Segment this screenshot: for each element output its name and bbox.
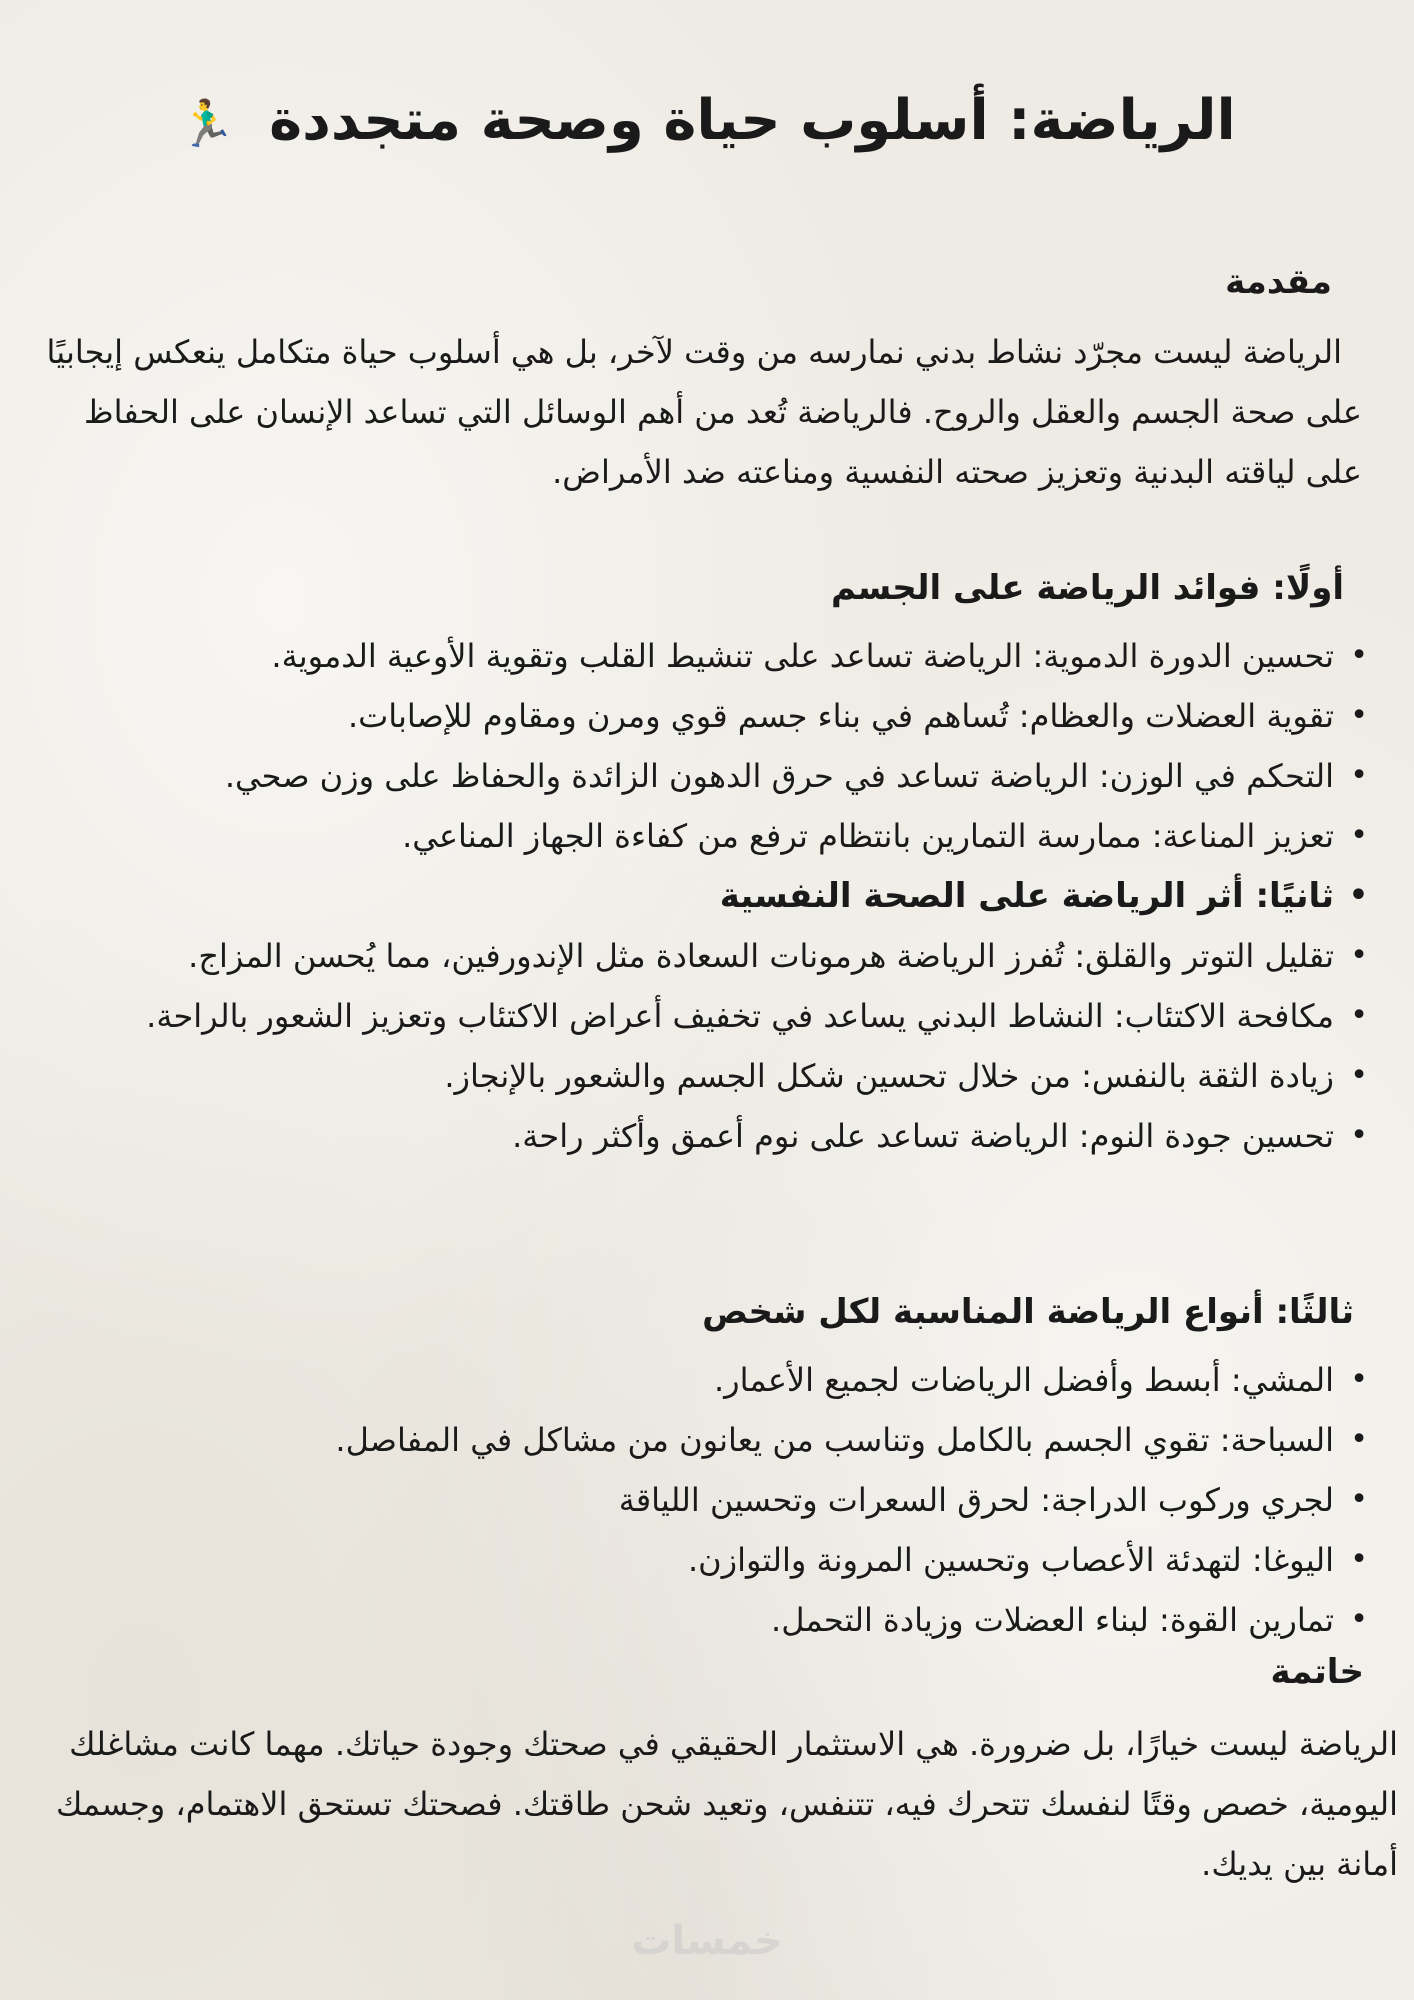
intro-heading: مقدمة: [1225, 262, 1332, 302]
conclusion-paragraph: الرياضة ليست خيارًا، بل ضرورة. هي الاستثمار الحقيقي في صحتك وجودة حياتك. مهما كانت مشاغلك اليومية، خصص وقتًا لنفسك تتحرك فيه، تتنفس، وتعيد شحن طاقتك. فصحتك تستحق الاهتمام، وجسمك أمانة بين يديك.: [55, 1725, 1398, 1883]
list-item: • تحسين الدورة الدموية: الرياضة تساعد على تنشيط القلب وتقوية الأوعية الدموية.: [34, 626, 1374, 686]
list-item: • تعزيز المناعة: ممارسة التمارين بانتظام ترفع من كفاءة الجهاز المناعي.: [34, 806, 1374, 866]
conclusion-heading: خاتمة: [1270, 1652, 1364, 1692]
section2-heading: • ثانيًا: أثر الرياضة على الصحة النفسية: [34, 866, 1374, 926]
list-item: • مكافحة الاكتئاب: النشاط البدني يساعد في تخفيف أعراض الاكتئاب وتعزيز الشعور بالراحة.: [14, 986, 1374, 1046]
list-item: • تقوية العضلات والعظام: تُساهم في بناء جسم قوي ومرن ومقاوم للإصابات.: [34, 686, 1374, 746]
watermark-logo: خمسات: [631, 1918, 783, 1964]
list-item: • تقليل التوتر والقلق: تُفرز الرياضة هرمونات السعادة مثل الإندورفين، مما يُحسن المزاج.: [14, 926, 1374, 986]
intro-paragraph: الرياضة ليست مجرّد نشاط بدني نمارسه من وقت لآخر، بل هي أسلوب حياة متكامل ينعكس إيجابيًا على صحة الجسم والعقل والروح. فالرياضة تُعد من أهم الوسائل التي تساعد الإنسان على الحفاظ على لياقته البدنية وتعزيز صحته النفسية ومناعته ضد الأمراض.: [46, 333, 1362, 491]
section3-heading: ثالثًا: أنواع الرياضة المناسبة لكل شخص: [702, 1292, 1354, 1332]
title-text: الرياضة: أسلوب حياة وصحة متجددة: [269, 88, 1236, 153]
section1-list: [34, 626, 1374, 926]
list-item: • السباحة: تقوي الجسم بالكامل وتناسب من يعانون من مشاكل في المفاصل.: [34, 1410, 1374, 1470]
page-title: [0, 88, 1414, 153]
section1-heading: أولًا: فوائد الرياضة على الجسم: [831, 568, 1344, 608]
list-item: • لجري وركوب الدراجة: لحرق السعرات وتحسين اللياقة: [34, 1470, 1374, 1530]
list-item: • تمارين القوة: لبناء العضلات وزيادة التحمل.: [34, 1590, 1374, 1650]
runner-icon: 🏃‍♂️: [178, 96, 236, 150]
section3-list: [34, 1350, 1374, 1650]
list-item: • تحسين جودة النوم: الرياضة تساعد على نوم أعمق وأكثر راحة.: [14, 1106, 1374, 1166]
list-item: • المشي: أبسط وأفضل الرياضات لجميع الأعمار.: [34, 1350, 1374, 1410]
list-item: • زيادة الثقة بالنفس: من خلال تحسين شكل الجسم والشعور بالإنجاز.: [14, 1046, 1374, 1106]
section2-list: [14, 926, 1374, 1166]
list-item: • التحكم في الوزن: الرياضة تساعد في حرق الدهون الزائدة والحفاظ على وزن صحي.: [34, 746, 1374, 806]
list-item: • اليوغا: لتهدئة الأعصاب وتحسين المرونة والتوازن.: [34, 1530, 1374, 1590]
